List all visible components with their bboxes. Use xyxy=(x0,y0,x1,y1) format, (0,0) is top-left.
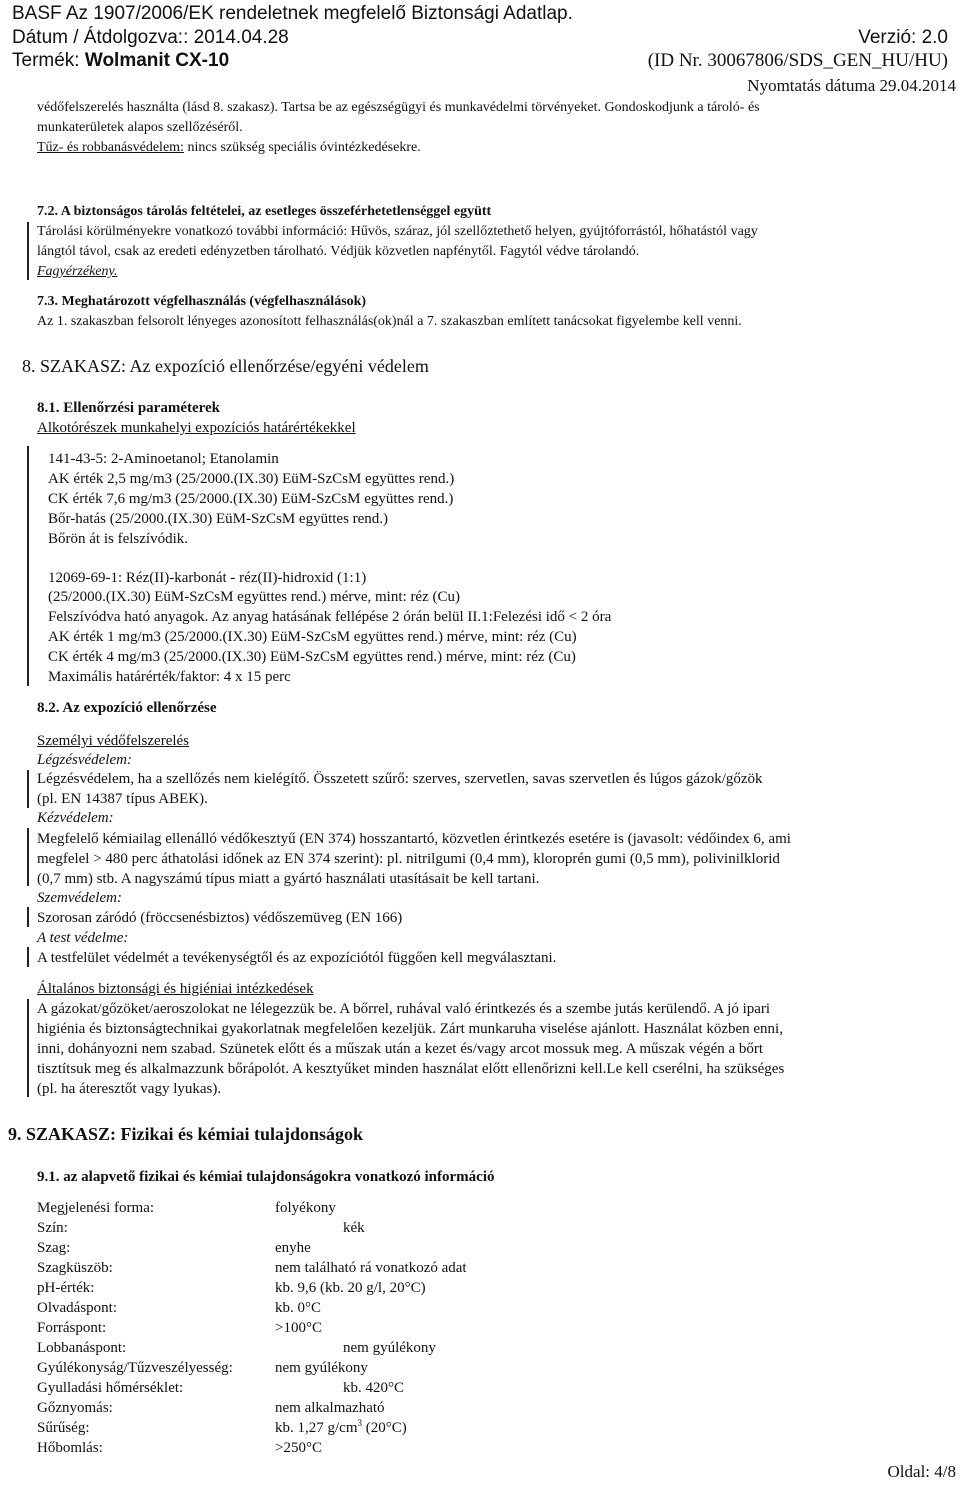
property-value: nem gyúlékony xyxy=(343,1340,436,1356)
hygiene-bar xyxy=(27,999,29,1097)
exposure-row: AK érték 2,5 mg/m3 (25/2000.(IX.30) EüM-SzCsM együttes rend.) xyxy=(48,471,455,487)
hygiene-line: tisztítsuk meg és alkalmazzunk bőrápolót. A kesztyűket minden használat előtt ellenőrizni kell.Le kell cserélni, ha szükséges xyxy=(37,1061,785,1077)
section-7-3-title: 7.3. Meghatározott végfelhasználás (végfelhasználások) xyxy=(37,294,367,309)
section-8-2-title: 8.2. Az expozíció ellenőrzése xyxy=(37,700,217,716)
exposure-row: AK érték 1 mg/m3 (25/2000.(IX.30) EüM-SzCsM együttes rend.) mérve, mint: réz (Cu) xyxy=(48,629,577,645)
print-date: Nyomtatás dátuma 29.04.2014 xyxy=(747,76,956,95)
section-7-2-line-1: Tárolási körülményekre vonatkozó további információ: Hűvös, száraz, jól szellőztethető helyen, gyújtóforrástól, hőhatástól vagy xyxy=(37,224,758,239)
property-value: kb. 0°C xyxy=(275,1300,322,1316)
section-9-title: 9. SZAKASZ: Fizikai és kémiai tulajdonságok xyxy=(8,1124,364,1144)
fire-protection-label: Tűz- és robbanásvédelem: xyxy=(37,140,184,155)
exposure-row: 141-43-5: 2-Aminoetanol; Etanolamin xyxy=(48,451,279,467)
revision-date: Dátum / Átdolgozva:: 2014.04.28 xyxy=(12,27,289,48)
exposure-row: Maximális határérték/faktor: 4 x 15 perc xyxy=(48,669,291,685)
property-label: Szag: xyxy=(37,1240,71,1256)
product-line xyxy=(12,50,229,71)
property-value: nem található rá vonatkozó adat xyxy=(275,1260,467,1276)
property-value: kék xyxy=(343,1220,365,1236)
exposure-block-bar xyxy=(27,446,29,686)
section-8-1-title: 8.1. Ellenőrzési paraméterek xyxy=(37,400,221,416)
hand-line: megfelel > 480 perc áthatolási időnek az EN 374 szerint): pl. nitrilgumi (0,4 mm), kloroprén gumi (0,5 mm), polivinilklorid xyxy=(37,851,780,867)
hygiene-title: Általános biztonsági és higiéniai intézkedések xyxy=(37,981,314,997)
property-value: >250°C xyxy=(275,1440,322,1456)
property-value: nem gyúlékony xyxy=(275,1360,368,1376)
body-bar xyxy=(27,947,29,967)
section-8-1-subtitle: Alkotórészek munkahelyi expozíciós határértékekkel xyxy=(37,420,356,436)
product-name: Wolmanit CX-10 xyxy=(84,50,230,71)
exposure-row: Bőr-hatás (25/2000.(IX.30) EüM-SzCsM együttes rend.) xyxy=(48,511,389,527)
hand-bar xyxy=(27,828,29,886)
property-label: Szín: xyxy=(37,1220,68,1236)
property-label: Sűrűség: xyxy=(37,1420,90,1436)
density-value: kb. 1,27 g/cm xyxy=(275,1420,358,1436)
fire-protection xyxy=(37,138,421,157)
property-label: Hőbomlás: xyxy=(37,1440,103,1456)
hygiene-line: higiénia és biztonságtechnikai gyakorlatnak megfelelően kezeljük. Zárt munkaruha viselése ajánlott. Használat közben enni, xyxy=(37,1021,783,1037)
property-label: Gyúlékonyság/Tűzveszélyesség: xyxy=(37,1360,233,1376)
property-label: Forráspont: xyxy=(37,1320,107,1336)
property-label: Megjelenési forma: xyxy=(37,1200,155,1216)
ppe-title: Személyi védőfelszerelés xyxy=(37,733,190,749)
page-number: Oldal: 4/8 xyxy=(887,1462,956,1481)
property-label: Gyulladási hőmérséklet: xyxy=(37,1380,184,1396)
property-value: folyékony xyxy=(275,1200,336,1216)
eye-bar xyxy=(27,907,29,927)
property-value: enyhe xyxy=(275,1240,311,1256)
exposure-row: CK érték 4 mg/m3 (25/2000.(IX.30) EüM-SzCsM együttes rend.) mérve, mint: réz (Cu) xyxy=(48,649,576,665)
sds-id: (ID Nr. 30067806/SDS_GEN_HU/HU) xyxy=(647,50,948,71)
intro-line-2: munkaterületek alapos szellőzéséről. xyxy=(37,120,243,135)
body-label: A test védelme: xyxy=(37,930,129,946)
property-label: pH-érték: xyxy=(37,1280,95,1296)
hygiene-line: A gázokat/gőzöket/aeroszolokat ne lélegezzük be. A bőrrel, ruhával való érintkezés és a szembe jutás kerülendő. A jó ipari xyxy=(37,1001,771,1017)
section-9-1-title: 9.1. az alapvető fizikai és kémiai tulajdonságokra vonatkozó információ xyxy=(37,1169,495,1185)
respiratory-label: Légzésvédelem: xyxy=(37,752,132,768)
hand-label: Kézvédelem: xyxy=(37,810,114,826)
exposure-row: CK érték 7,6 mg/m3 (25/2000.(IX.30) EüM-SzCsM együttes rend.) xyxy=(48,491,454,507)
version: Verzió: 2.0 xyxy=(858,27,948,48)
respiratory-bar xyxy=(27,770,29,808)
property-value: kb. 420°C xyxy=(343,1380,405,1396)
hand-line: Megfelelő kémiailag ellenálló védőkesztyű (EN 374) hosszantartó, közvetlen érintkezés esetére is (javasolt: védőindex 6, ami xyxy=(37,831,791,847)
section-7-2-bar xyxy=(27,222,29,280)
hygiene-line: inni, dohányozni nem szabad. Szünetek előtt és a műszak után a kezet és/vagy arcot mossuk meg. A műszak végén a bőrt xyxy=(37,1041,764,1057)
exposure-row: Felszívódva ható anyagok. Az anyag hatásának fellépése 2 órán belül II.1:Felezési idő < 2 óra xyxy=(48,609,612,625)
property-label: Olvadáspont: xyxy=(37,1300,117,1316)
hygiene-line: (pl. ha áteresztőt vagy lyukas). xyxy=(37,1081,222,1097)
property-value xyxy=(275,1418,407,1438)
density-condition: (20°C) xyxy=(362,1420,407,1436)
body-line: A testfelület védelmét a tevékenységtől és az expozíciótól függően kell megválasztani. xyxy=(37,950,557,966)
property-value: kb. 9,6 (kb. 20 g/l, 20°C) xyxy=(275,1280,426,1296)
document-title: BASF Az 1907/2006/EK rendeletnek megfelelő Biztonsági Adatlap. xyxy=(12,3,573,24)
property-value: nem alkalmazható xyxy=(275,1400,385,1416)
product-prefix: Termék: xyxy=(12,50,85,71)
property-label: Szagküszöb: xyxy=(37,1260,113,1276)
density-unit-exponent: 3 xyxy=(357,1418,362,1428)
exposure-row: 12069-69-1: Réz(II)-karbonát - réz(II)-hidroxid (1:1) xyxy=(48,570,367,586)
respiratory-line: (pl. EN 14387 típus ABEK). xyxy=(37,791,208,807)
property-value: >100°C xyxy=(275,1320,322,1336)
eye-label: Szemvédelem: xyxy=(37,890,122,906)
intro-line-1: védőfelszerelés használta (lásd 8. szakasz). Tartsa be az egészségügyi és munkavédelmi törvényeket. Gondoskodjunk a tároló- és xyxy=(37,100,760,115)
property-label: Lobbanáspont: xyxy=(37,1340,127,1356)
property-label: Gőznyomás: xyxy=(37,1400,113,1416)
section-7-2-title: 7.2. A biztonságos tárolás feltételei, az esetleges összeférhetetlenséggel együtt xyxy=(37,204,492,219)
section-8-title: 8. SZAKASZ: Az expozíció ellenőrzése/egyéni védelem xyxy=(22,356,429,376)
exposure-row: (25/2000.(IX.30) EüM-SzCsM együttes rend.) mérve, mint: réz (Cu) xyxy=(48,589,460,605)
section-7-2-line-2: lángtól távol, csak az eredeti edényzetben tárolható. Védjük közvetlen napfénytől. Fagytól védve tárolandó. xyxy=(37,244,640,259)
section-7-2-line-3: Fagyérzékeny. xyxy=(37,264,118,279)
exposure-row: Bőrön át is felszívódik. xyxy=(48,531,188,547)
fire-protection-text: nincs szükség speciális óvintézkedésekre. xyxy=(183,140,421,155)
section-7-3-line-1: Az 1. szakaszban felsorolt lényeges azonosított felhasználás(ok)nál a 7. szakaszban említett tanácsokat figyelembe kell venni. xyxy=(37,314,742,329)
eye-line: Szorosan záródó (fröccsenésbiztos) védőszemüveg (EN 166) xyxy=(37,910,403,926)
respiratory-line: Légzésvédelem, ha a szellőzés nem kielégítő. Összetett szűrő: szerves, szervetlen, savas szervetlen és lúgos gázok/gőzök xyxy=(37,771,763,787)
hand-line: (0,7 mm) stb. A nagyszámú típus miatt a gyártó használati utasításait be kell tartani. xyxy=(37,871,540,887)
